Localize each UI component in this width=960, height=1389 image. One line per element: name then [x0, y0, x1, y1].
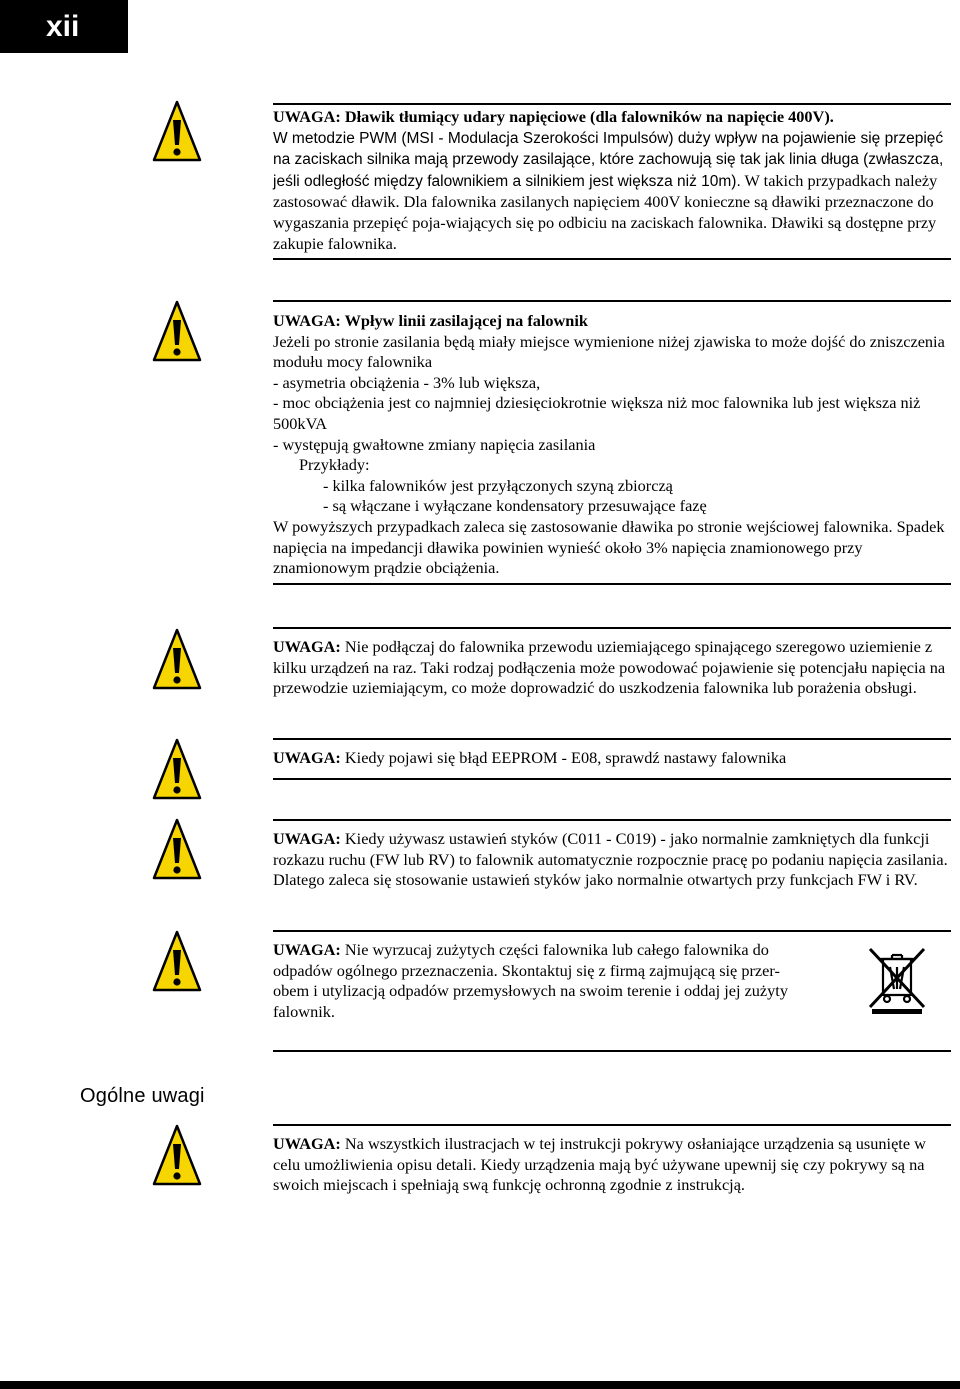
note-eeprom [273, 748, 953, 769]
warning-triangle-icon [152, 738, 202, 800]
example-item: - są włączane i wyłączane kondensatory przesuwające fazę [323, 496, 707, 516]
note-covers [273, 1134, 953, 1196]
note-line: obem i utylizacją odpadów przemysłowych na swoim terenie i oddaj jej zużyty [273, 981, 788, 1001]
divider [273, 627, 951, 629]
note-contacts [273, 829, 953, 891]
divider [273, 930, 951, 932]
divider [273, 819, 951, 821]
note-title: UWAGA: Dławik tłumiący udary napięciowe (dla falowników na napięcie 400V). [273, 107, 834, 126]
warning-triangle-icon [152, 1124, 202, 1186]
divider [273, 1050, 951, 1052]
note-supply-line [273, 311, 953, 579]
warning-triangle-icon [152, 100, 202, 162]
warning-triangle-icon [152, 300, 202, 362]
note-label: UWAGA: [273, 1134, 341, 1153]
note-line: - asymetria obciążenia - 3% lub większa, [273, 372, 541, 392]
divider [273, 103, 951, 105]
note-line: falownik. [273, 1001, 335, 1021]
note-body: W takich przypadkach należy zastosować dławik. Dla falownika zasilanych napięciem 400V konieczne są dławiki przeznaczone do wygaszania przepięć poja-wiających się po odbiciu na zaciskach falownika. Dławiki są dostępne przy zakupie falownika. [273, 170, 938, 253]
note-body: W metodzie PWM (MSI - Modulacja Szerokości Impulsów) duży wpływ na pojawienie się przepięć na zaciskach silnika mają przewody zasilające, które zachowują się tak jak linia długa (zwłaszcza, jeśli odległość między falownikiem a silnikiem jest większa niż 10m). [273, 129, 944, 190]
note-label: UWAGA: [273, 829, 341, 848]
divider [273, 300, 951, 302]
note-line: - występują gwałtowne zmiany napięcia zasilania [273, 434, 596, 454]
note-line: W powyższych przypadkach zaleca się zastosowanie dławika po stronie wejściowej falownika. Spadek napięcia na impedancji dławika powinien wynieść około 3% napięcia znamionowego przy znamionowym prądzie obciążenia. [273, 516, 945, 578]
page-number-tab [0, 0, 128, 53]
note-text: Na wszystkich ilustracjach w tej instrukcji pokrywy osłaniające urządzenia są usunięte w celu umożliwienia opisu detali. Kiedy urządzenia mają być używane upewnij się czy pokrywy są na swoich miejscach i spełniają swą funkcję ochronną zgodnie z instrukcją. [273, 1134, 926, 1195]
divider [273, 1124, 951, 1126]
examples-label: Przykłady: [299, 455, 370, 475]
note-title: UWAGA: Wpływ linii zasilającej na falownik [273, 311, 588, 330]
note-label: UWAGA: [273, 637, 341, 656]
divider [273, 778, 951, 780]
warning-triangle-icon [152, 930, 202, 992]
note-text: Kiedy pojawi się błąd EEPROM - E08, sprawdź nastawy falownika [340, 748, 787, 767]
note-line: Jeżeli po stronie zasilania będą miały miejsce wymienione niżej zjawiska to może dojść do zniszczenia modułu mocy falownika [273, 331, 945, 372]
section-heading: Ogólne uwagi [80, 1085, 205, 1107]
note-line: odpadów ogólnego przeznaczenia. Skontaktuj się z firmą zajmującą się przer- [273, 960, 780, 980]
divider [273, 738, 951, 740]
divider [273, 583, 951, 585]
note-disposal [273, 940, 848, 1022]
note-text: Nie podłączaj do falownika przewodu uziemiającego spinającego szeregowo uziemienie z kilku urządzeń na raz. Taki rodzaj podłączenia może powodować pojawienie się potencjału napięcia na przewodzie uziemiającym, co może doprowadzić do uszkodzenia falownika lub porażenia obsługi. [273, 637, 946, 698]
note-surge-choke [273, 107, 953, 254]
bottom-bar [0, 1381, 960, 1389]
warning-triangle-icon [152, 818, 202, 880]
example-item: - kilka falowników jest przyłączonych szyną zbiorczą [323, 475, 673, 495]
divider [273, 258, 951, 260]
crossed-out-wheelie-bin-icon [866, 945, 928, 1015]
warning-triangle-icon [152, 628, 202, 690]
note-text: Kiedy używasz ustawień styków (C011 - C019) - jako normalnie zamkniętych dla funkcji rozkazu ruchu (FW lub RV) to falownik automatycznie rozpocznie pracę po podaniu napięcia zasilania. Dlatego zaleca się stosowanie ustawień styków jako normalnie otwartych przy funkcjach FW i RV. [273, 829, 948, 890]
note-label: UWAGA: [273, 940, 341, 959]
note-grounding [273, 637, 953, 699]
page-number: xii [46, 10, 80, 43]
note-line: - moc obciążenia jest co najmniej dziesięciokrotnie większa niż moc falownika lub jest większa niż 500kVA [273, 393, 921, 433]
note-label: UWAGA: [273, 748, 341, 767]
note-text: Nie wyrzucaj zużytych części falownika lub całego falownika do [340, 940, 769, 959]
